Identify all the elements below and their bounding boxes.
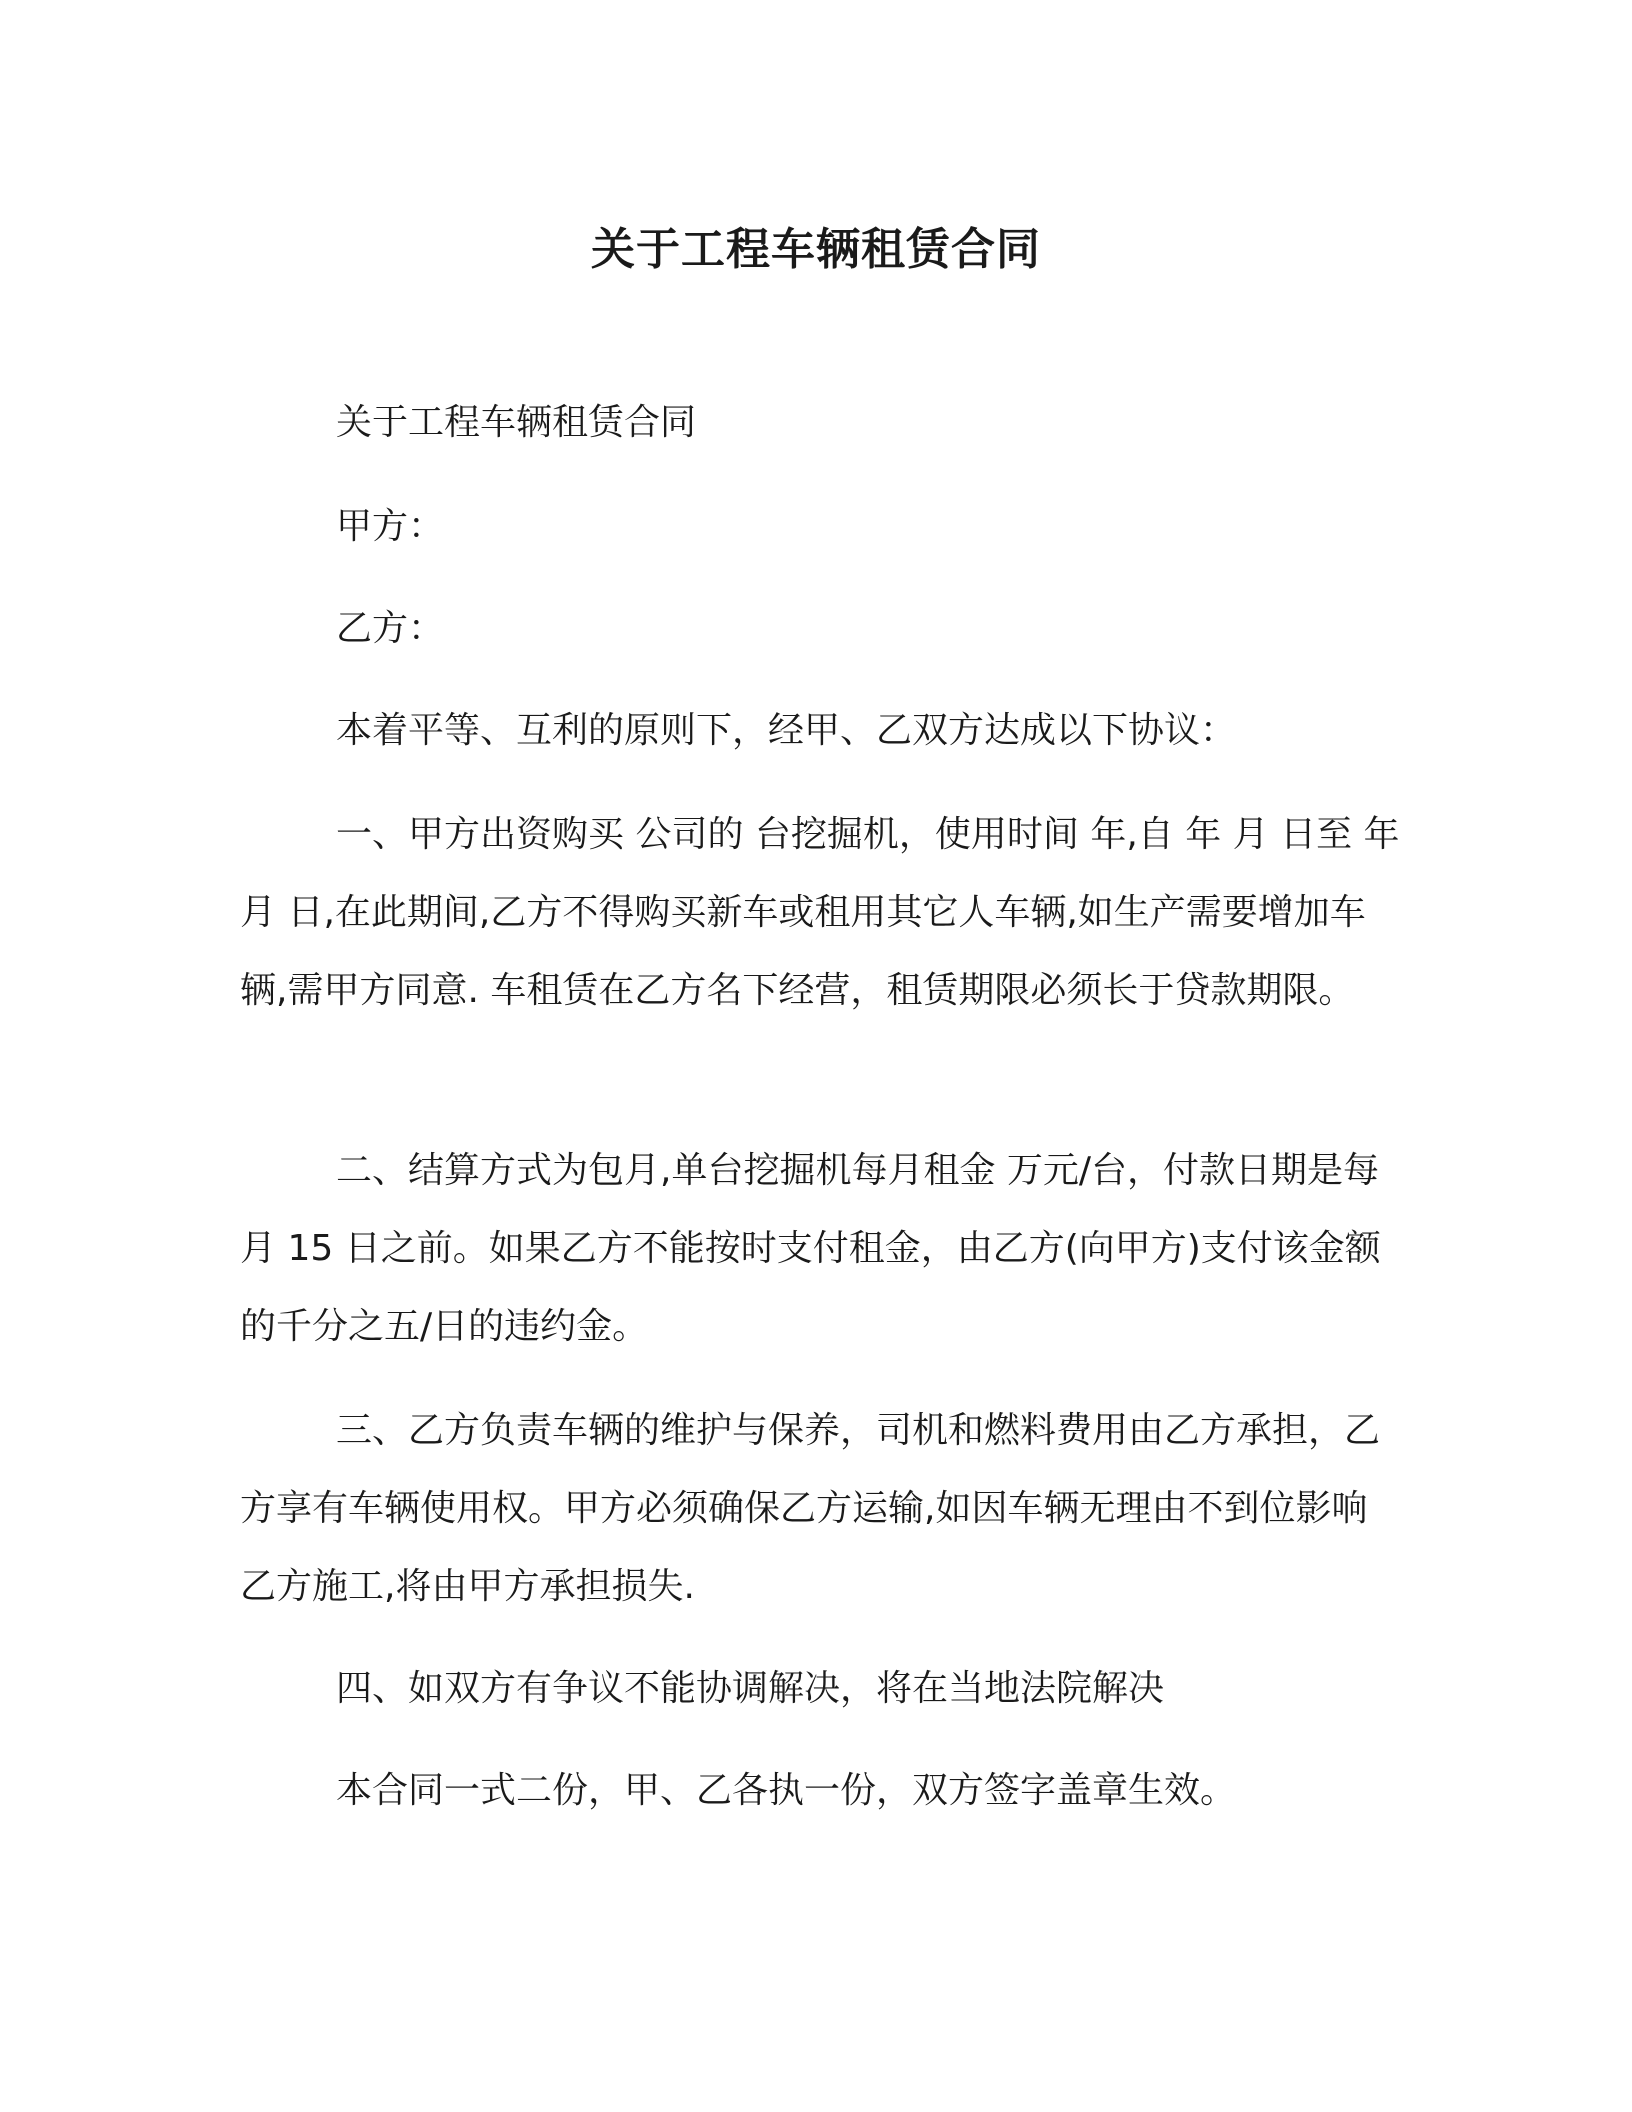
document-title: 关于工程车辆租赁合同 — [591, 224, 1041, 275]
clause-3-paragraph: 三、乙方负责车辆的维护与保养，司机和燃料费用由乙方承担，乙方享有车辆使用权。甲方必须确保乙方运输,如因车辆无理由不到位影响乙方施工,将由甲方承担损失. — [240, 1410, 1381, 1607]
clause-4-paragraph: 四、如双方有争议不能协调解决，将在当地法院解决 — [336, 1668, 1165, 1709]
clause-1-paragraph: 一、甲方出资购买 公司的 台挖掘机，使用时间 年,自 年 月 日至 年 月 日,在此期间,乙方不得购买新车或租用其它人车辆,如生产需要增加车辆,需甲方同意. 车租赁在乙方名下经营，租赁期限必须长于贷款期限。 — [240, 814, 1400, 1011]
preamble-paragraph: 本着平等、互利的原则下，经甲、乙双方达成以下协议： — [336, 710, 1237, 751]
party-b-line: 乙方： — [336, 608, 445, 649]
closing-paragraph: 本合同一式二份，甲、乙各执一份，双方签字盖章生效。 — [336, 1770, 1237, 1811]
party-a-line: 甲方： — [336, 506, 445, 547]
clause-2-paragraph: 二、结算方式为包月,单台挖掘机每月租金 万元/台，付款日期是每月 15 日之前。如果乙方不能按时支付租金，由乙方(向甲方)支付该金额的千分之五/日的违约金。 — [240, 1150, 1381, 1347]
document-subtitle: 关于工程车辆租赁合同 — [336, 402, 697, 443]
